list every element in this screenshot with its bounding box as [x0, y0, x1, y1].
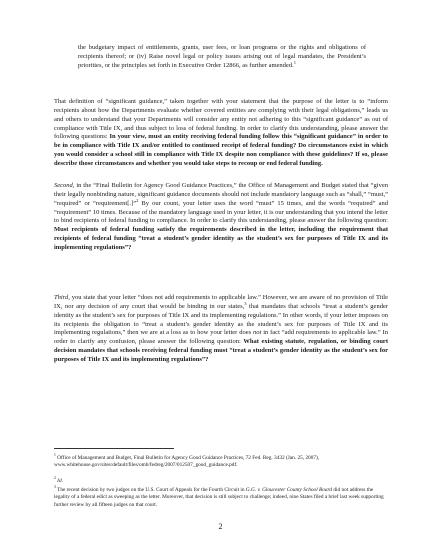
quote-text: the budgetary impact of entitlements, grants, user fees, or loan programs or the rights and obligations of recipients thereof; or (iv) Raise novel legal or policy issues arising out of legal mandates, the President’s priorities, or the principles set forth in Executive Order 12866, as further amended. [78, 44, 366, 69]
paragraph-second [54, 182, 388, 253]
paragraph-significant-guidance [54, 98, 388, 169]
footnote-number: 1 [54, 453, 56, 458]
footnote-number: 2 [54, 476, 56, 481]
paragraph-text: you state that your letter “does not add requirements to applicable law.” However, we are aware of no provision of Title IX, nor any decision of any court that would be binding in our states, [54, 294, 388, 310]
footnote-text: The recent decision by two judges on the U.S. Court of Appeals for the Fourth Circuit in [55, 487, 246, 493]
question-1: In your view, must an entity receiving federal funding follow this “significant guidance” in order to be in compliance with Title IX and/or entitled to continued receipt of federal funding? Do circumstances exist in which you would consider a school still in compliance with Title IX despite non compliance with these guidelines? If so, please describe those circumstances and whether you would take steps to recoup or end federal funding. [54, 133, 389, 167]
footnote-number: 3 [54, 485, 56, 490]
paragraph-text: in the “Final Bulletin for Agency Good Guidance Practices,” the Office of Management and Budget stated that “given their legally nonbinding nature, significant guidance documents should not include mandatory language such as “shall,” “must,” “required” or “requirement[.]” [54, 182, 388, 207]
paragraph-lead-second: Second, [54, 182, 75, 189]
question-3: What existing statute, regulation, or binding court decision mandates that schools receiving federal funding must “treat a student’s gender identity as the student’s sex for purposes of Title IX and its implementing regulations”? [54, 338, 388, 363]
emphasis-not: not [253, 329, 262, 337]
footnote-text: Office of Management and Budget, Final Bulletin for Agency Good Guidance Practices, 72 Fed. Reg. 3432 (Jan. 25, 2007), www.whitehouse.gov/sites/default/files/omb/fedreg/2007/012507_good_guidance.pdf. [54, 455, 320, 469]
footnote-ref-3[interactable]: 3 [244, 300, 247, 306]
page-number: 2 [218, 522, 223, 531]
footnote-1 [54, 455, 388, 470]
paragraph-text: By our count, your letter uses the word “must” 15 times, and the words “required” and “requirement” 10 times. Because of the mandatory language used in your letter, it is our understanding that you intend the letter to bind recipients of federal funding to compliance. In order to clarify this understanding, please answer the following question: [54, 199, 388, 225]
footnote-ref-2[interactable]: 2 [136, 197, 139, 203]
footnote-ref-1[interactable]: 1 [293, 59, 296, 65]
case-name: G.G. v. Gloucester County School Board [245, 487, 333, 493]
paragraph-text: That definition of “significant guidance,” taken together with your statement that the purpose of the letter is to “inform recipients about how the Departments evaluate whether covered entities are complying with their legal obligations,” leads us and others to understand that your Departments will consider any entity not adhering to this “significant guidance” as out of compliance with Title IX, and thus subject to loss of federal funding. In order to clarify this understanding, please answer the following questions: [54, 98, 388, 141]
quoted-definition-continuation [78, 44, 366, 71]
footnote-divider [54, 448, 174, 449]
paragraph-text: in fact “add requirements to applicable law.” In order to clarify any confusion, please answer the following question: [54, 329, 388, 346]
footnote-3 [54, 487, 388, 509]
question-2: Must recipients of federal funding satisfy the requirements described in the letter, including the requirement that recipients of federal funding “treat a student’s gender identity as the student’s sex for purposes of Title IX and its implementing regulations”? [54, 226, 388, 251]
paragraph-text: that mandates that schools “treat a student’s gender identity as the student’s sex for purposes of Title IX and its implementing regulations.” In other words, if your letter imposes on its recipients the obligation to “treat a student’s gender identity as the student’s sex for purposes of Title IX and its implementing regulations,” then we are at a loss as to how your letter does [54, 302, 388, 337]
paragraph-lead-third: Third, [54, 294, 70, 301]
footnote-2 [54, 478, 388, 485]
paragraph-third [54, 294, 388, 365]
footnote-text: Id. [55, 478, 63, 484]
footnote-text: did not address the legality of a federal edict as sweeping as the letter. Moreover, that decision is still subject to challenge; indeed, nine States filed a brief last week supporting further review by all fifteen judges on that court. [54, 487, 384, 508]
